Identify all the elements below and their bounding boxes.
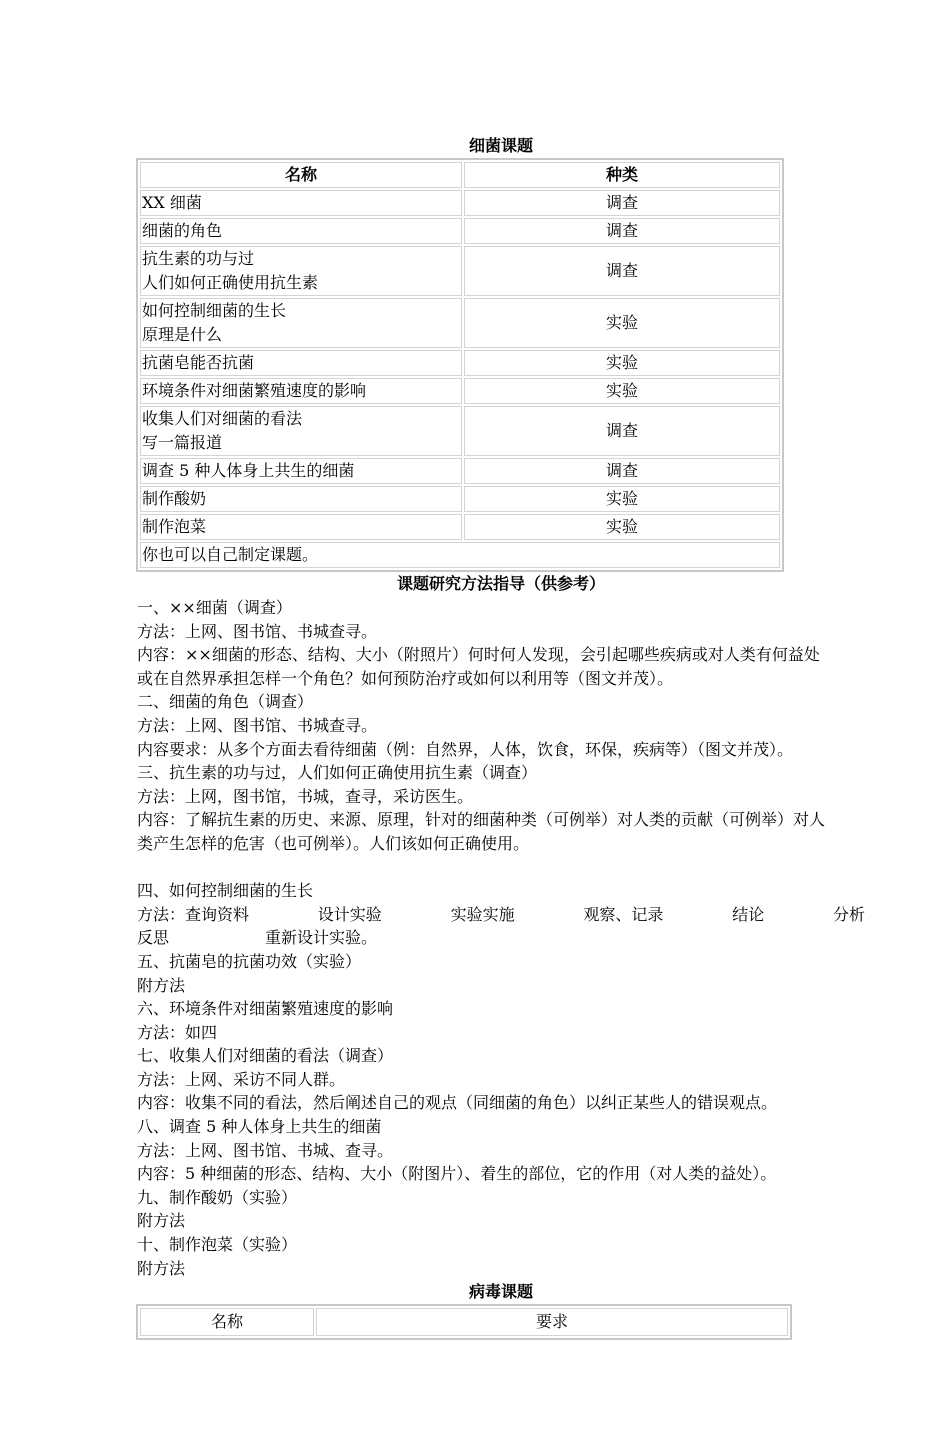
topic-name <box>140 190 462 216</box>
topic-name-line: XX 细菌 <box>142 193 202 212</box>
guide-title: 课题研究方法指导（供参考） <box>396 574 605 593</box>
table-row <box>140 406 780 456</box>
guide-line: 方法：上网、图书馆、书城查寻。 <box>137 621 378 641</box>
topic-name-line: 调查 5 种人体身上共生的细菌 <box>142 461 355 480</box>
method-step: 重新设计实验。 <box>265 928 378 948</box>
method-step: 反思 <box>137 928 170 948</box>
topic-name <box>140 298 462 348</box>
guide-line: 十、制作泡菜（实验） <box>137 1235 298 1255</box>
topic-name <box>140 378 462 404</box>
method-step: 结论 <box>732 904 765 924</box>
table-row <box>140 218 780 244</box>
topic-name-line: 人们如何正确使用抗生素 <box>142 273 319 292</box>
guide-line <box>137 856 865 880</box>
topic-name <box>140 514 462 540</box>
topic-type: 调查 <box>464 458 780 484</box>
topic-name <box>140 406 462 456</box>
guide-line: 内容：收集不同的看法，然后阐述自己的观点（同细菌的角色）以纠正某些人的错误观点。 <box>137 1093 778 1113</box>
virus-table-title: 病毒课题 <box>468 1282 533 1302</box>
guide-line: 内容：××细菌的形态、结构、大小（附照片）何时何人发现，会引起哪些疾病或对人类有何益处 <box>137 645 820 665</box>
topic-type: 实验 <box>464 298 780 348</box>
guide-line: 内容：5 种细菌的形态、结构、大小（附图片）、着生的部位，它的作用（对人类的益处）。 <box>137 1164 777 1184</box>
table-footer-row <box>140 542 780 568</box>
guide-line: 内容要求：从多个方面去看待细菌（例：自然界，人体，饮食，环保，疾病等）（图文并茂）。 <box>137 739 794 759</box>
guide-line: 方法：上网，图书馆，书城，查寻，采访医生。 <box>137 786 474 806</box>
document-page <box>137 134 865 1340</box>
guide-line: 附方法 <box>137 1258 186 1278</box>
guide-line: 类产生怎样的危害（也可例举）。人们该如何正确使用。 <box>137 833 530 853</box>
table-row <box>140 458 780 484</box>
table-footer-note: 你也可以自己制定课题。 <box>140 542 780 568</box>
guide-line: 二、细菌的角色（调查） <box>137 692 314 712</box>
guide-line: 内容：了解抗生素的历史、来源、原理，针对的细菌种类（可例举）对人类的贡献（可例举）对人 <box>137 810 826 830</box>
method-four-line <box>137 903 865 927</box>
topic-name-line: 细菌的角色 <box>142 221 223 240</box>
header-name: 名称 <box>140 1308 314 1336</box>
topic-type: 调查 <box>464 246 780 296</box>
guide-line: 八、调查 5 种人体身上共生的细菌 <box>137 1117 382 1137</box>
method-step: 实验实施 <box>450 904 515 924</box>
topic-type: 实验 <box>464 514 780 540</box>
header-name: 名称 <box>140 162 462 188</box>
topic-name <box>140 350 462 376</box>
table-header-row <box>140 162 780 188</box>
table-row <box>140 514 780 540</box>
guide-body <box>137 596 865 1280</box>
topic-type: 实验 <box>464 350 780 376</box>
guide-line: 方法：上网、图书馆、书城查寻。 <box>137 715 378 735</box>
method-step: 设计实验 <box>317 904 382 924</box>
guide-line: 方法：上网、采访不同人群。 <box>137 1069 346 1089</box>
table-row <box>140 190 780 216</box>
virus-topics-table <box>136 1304 792 1340</box>
guide-line: 附方法 <box>137 975 186 995</box>
method-four-line-2 <box>137 926 865 950</box>
topic-name <box>140 246 462 296</box>
guide-line: 方法：上网、图书馆、书城、查寻。 <box>137 1140 394 1160</box>
table-row <box>140 378 780 404</box>
guide-line: 四、如何控制细菌的生长 <box>137 881 314 901</box>
guide-line: 附方法 <box>137 1211 186 1231</box>
topic-name <box>140 218 462 244</box>
table-row <box>140 486 780 512</box>
table-header-row <box>140 1308 788 1336</box>
guide-line: 方法：如四 <box>137 1022 218 1042</box>
guide-line: 七、收集人们对细菌的看法（调查） <box>137 1046 394 1066</box>
guide-line: 或在自然界承担怎样一个角色？如何预防治疗或如何以利用等（图文并茂）。 <box>137 668 674 688</box>
topic-name-line: 环境条件对细菌繁殖速度的影响 <box>142 381 367 400</box>
guide-line: 九、制作酸奶（实验） <box>137 1187 298 1207</box>
method-step: 分析 <box>832 904 865 924</box>
guide-line: 一、××细菌（调查） <box>137 598 292 617</box>
bacteria-topics-table <box>136 158 784 572</box>
topic-type: 实验 <box>464 486 780 512</box>
topic-name-line: 原理是什么 <box>142 325 223 344</box>
topic-name-line: 抗生素的功与过 <box>142 249 255 268</box>
header-requirement: 要求 <box>316 1308 788 1336</box>
topic-name-line: 制作酸奶 <box>142 489 207 508</box>
topic-name-line: 制作泡菜 <box>142 517 207 536</box>
table-row <box>140 298 780 348</box>
header-type: 种类 <box>464 162 780 188</box>
topic-type: 调查 <box>464 190 780 216</box>
bacteria-table-title: 细菌课题 <box>468 136 533 155</box>
topic-name <box>140 486 462 512</box>
guide-line: 六、环境条件对细菌繁殖速度的影响 <box>137 999 394 1019</box>
method-step: 观察、记录 <box>583 904 664 924</box>
topic-name-line: 如何控制细菌的生长 <box>142 301 287 320</box>
guide-line: 三、抗生素的功与过，人们如何正确使用抗生素（调查） <box>137 763 538 783</box>
topic-type: 调查 <box>464 218 780 244</box>
topic-type: 调查 <box>464 406 780 456</box>
topic-name-line: 抗菌皂能否抗菌 <box>142 353 255 372</box>
guide-line: 五、抗菌皂的抗菌功效（实验） <box>137 951 362 971</box>
table-row <box>140 350 780 376</box>
topic-name <box>140 458 462 484</box>
method-step: 方法：查询资料 <box>137 904 250 924</box>
table-row <box>140 246 780 296</box>
topic-name-line: 写一篇报道 <box>142 433 223 452</box>
topic-type: 实验 <box>464 378 780 404</box>
topic-name-line: 收集人们对细菌的看法 <box>142 409 303 428</box>
